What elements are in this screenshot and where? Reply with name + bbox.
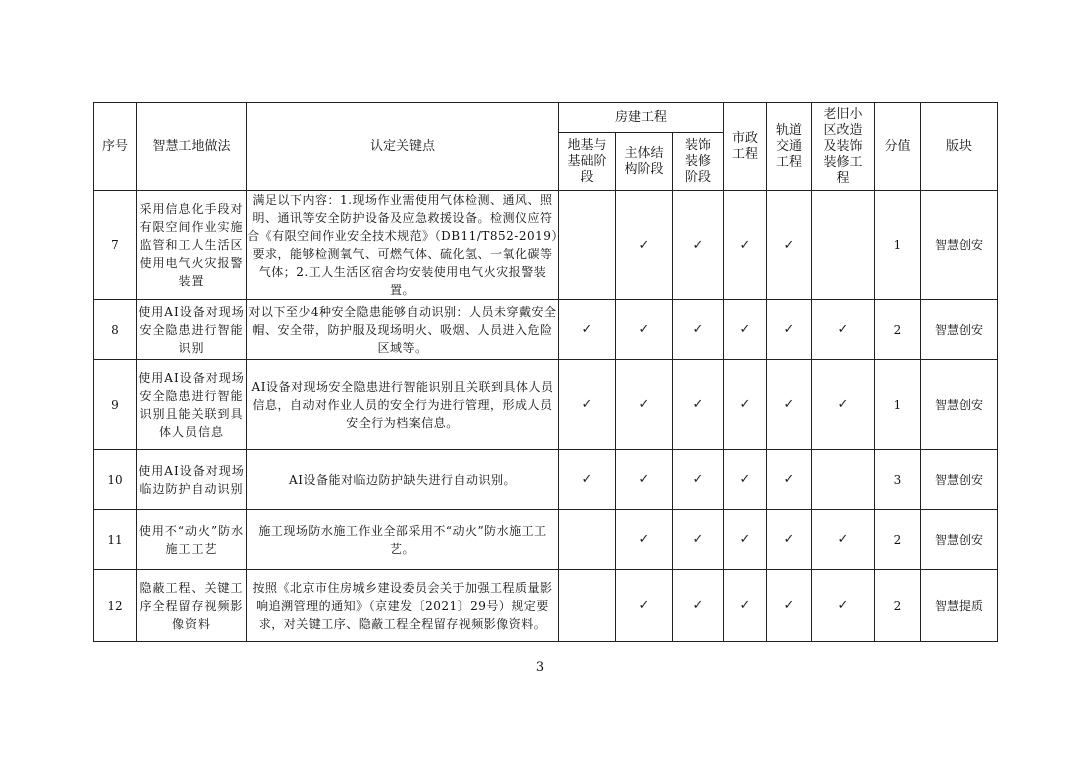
check-cell — [616, 300, 673, 360]
check-cell — [559, 191, 616, 300]
check-cell — [724, 510, 767, 570]
check-cell — [673, 510, 724, 570]
check-cell — [767, 510, 812, 570]
check-mark-icon: ✓ — [739, 397, 751, 412]
table-row — [94, 300, 998, 360]
check-mark-icon: ✓ — [692, 598, 704, 613]
check-cell — [812, 360, 875, 450]
row-score: 2 — [875, 300, 921, 360]
check-mark-icon: ✓ — [638, 322, 650, 337]
row-practice: 隐蔽工程、关键工序全程留存视频影像资料 — [137, 570, 247, 642]
header-house-engineering: 房建工程 — [559, 103, 724, 133]
check-cell — [724, 300, 767, 360]
check-cell — [812, 191, 875, 300]
check-cell — [616, 360, 673, 450]
check-cell — [616, 570, 673, 642]
row-section: 智慧提质 — [921, 570, 998, 642]
check-cell — [616, 510, 673, 570]
check-cell — [724, 360, 767, 450]
check-cell — [767, 191, 812, 300]
row-seq: 12 — [94, 570, 137, 642]
header-renovation: 老旧小区改造及装饰装修工程 — [812, 103, 875, 191]
check-mark-icon: ✓ — [581, 472, 593, 487]
check-mark-icon: ✓ — [783, 237, 795, 253]
check-cell — [812, 570, 875, 642]
header-section: 版块 — [921, 103, 998, 191]
check-cell — [673, 300, 724, 360]
row-seq: 9 — [94, 360, 137, 450]
check-cell — [616, 191, 673, 300]
row-section: 智慧创安 — [921, 450, 998, 510]
row-practice: 使用AI设备对现场安全隐患进行智能识别 — [137, 300, 247, 360]
row-score: 1 — [875, 191, 921, 300]
header-seq: 序号 — [94, 103, 137, 191]
row-practice: 使用不“动火”防水施工工艺 — [137, 510, 247, 570]
row-score: 2 — [875, 510, 921, 570]
check-cell — [673, 570, 724, 642]
table-row — [94, 191, 998, 300]
row-score: 1 — [875, 360, 921, 450]
check-mark-icon: ✓ — [692, 397, 704, 412]
check-mark-icon: ✓ — [837, 598, 849, 613]
check-mark-icon: ✓ — [739, 472, 751, 487]
check-cell — [724, 570, 767, 642]
check-cell — [559, 360, 616, 450]
header-municipal: 市政工程 — [724, 103, 767, 191]
row-section: 智慧创安 — [921, 191, 998, 300]
row-keypoints: AI设备能对临边防护缺失进行自动识别。 — [247, 450, 559, 510]
check-mark-icon: ✓ — [638, 397, 650, 412]
table-row — [94, 450, 998, 510]
check-cell — [559, 570, 616, 642]
row-section: 智慧创安 — [921, 510, 998, 570]
header-score: 分值 — [875, 103, 921, 191]
check-mark-icon: ✓ — [739, 598, 751, 613]
check-mark-icon: ✓ — [783, 472, 795, 487]
table-row — [94, 360, 998, 450]
row-keypoints: AI设备对现场安全隐患进行智能识别且关联到具体人员信息，自动对作业人员的安全行为进行管理，形成人员安全行为档案信息。 — [247, 360, 559, 450]
header-decoration: 装饰装修阶段 — [673, 133, 724, 191]
check-cell — [673, 360, 724, 450]
header-practice: 智慧工地做法 — [137, 103, 247, 191]
check-cell — [616, 450, 673, 510]
table-row — [94, 510, 998, 570]
check-cell — [812, 510, 875, 570]
check-mark-icon: ✓ — [739, 322, 751, 337]
check-cell — [724, 450, 767, 510]
check-mark-icon: ✓ — [638, 472, 650, 487]
row-section: 智慧创安 — [921, 300, 998, 360]
check-mark-icon: ✓ — [581, 322, 593, 337]
row-practice: 采用信息化手段对有限空间作业实施监管和工人生活区使用电气火灾报警装置 — [137, 191, 247, 300]
check-mark-icon: ✓ — [739, 237, 751, 253]
check-mark-icon: ✓ — [837, 532, 849, 547]
page-number: 3 — [535, 660, 545, 675]
row-practice: 使用AI设备对现场临边防护自动识别 — [137, 450, 247, 510]
check-mark-icon: ✓ — [638, 532, 650, 547]
row-section: 智慧创安 — [921, 360, 998, 450]
check-cell — [559, 300, 616, 360]
header-keypoints: 认定关键点 — [247, 103, 559, 191]
check-mark-icon: ✓ — [692, 472, 704, 487]
check-cell — [767, 450, 812, 510]
row-score: 3 — [875, 450, 921, 510]
check-cell — [559, 450, 616, 510]
check-mark-icon: ✓ — [638, 598, 650, 613]
check-mark-icon: ✓ — [783, 598, 795, 613]
check-cell — [673, 191, 724, 300]
check-cell — [673, 450, 724, 510]
header-foundation: 地基与基础阶段 — [559, 133, 616, 191]
header-structure: 主体结构阶段 — [616, 133, 673, 191]
row-seq: 7 — [94, 191, 137, 300]
row-seq: 11 — [94, 510, 137, 570]
check-mark-icon: ✓ — [783, 397, 795, 412]
table-row — [94, 570, 998, 642]
row-seq: 8 — [94, 300, 137, 360]
check-mark-icon: ✓ — [638, 237, 650, 253]
row-keypoints: 满足以下内容：1.现场作业需使用气体检测、通风、照明、通讯等安全防护设备及应急救援设备。检测仪应符合《有限空间作业安全技术规范》（DB11/T852-2019）要求，能够检测氧气、可燃气体、硫化氢、一氧化碳等气体；2.工人生活区宿舍均安装使用电气火灾报警装置。 — [247, 191, 559, 300]
criteria-table — [93, 102, 998, 642]
check-mark-icon: ✓ — [783, 322, 795, 337]
check-mark-icon: ✓ — [783, 532, 795, 547]
header-rail-transit: 轨道交通工程 — [767, 103, 812, 191]
row-keypoints: 对以下至少4种安全隐患能够自动识别：人员未穿戴安全帽、安全带，防护服及现场明火、吸烟、人员进入危险区域等。 — [247, 300, 559, 360]
check-mark-icon: ✓ — [692, 532, 704, 547]
check-mark-icon: ✓ — [837, 397, 849, 412]
check-mark-icon: ✓ — [739, 532, 751, 547]
check-cell — [812, 300, 875, 360]
row-keypoints: 施工现场防水施工作业全部采用不“动火”防水施工工艺。 — [247, 510, 559, 570]
check-mark-icon: ✓ — [692, 322, 704, 337]
row-seq: 10 — [94, 450, 137, 510]
check-mark-icon: ✓ — [581, 397, 593, 412]
check-cell — [559, 510, 616, 570]
check-cell — [767, 570, 812, 642]
check-cell — [767, 360, 812, 450]
check-cell — [724, 191, 767, 300]
check-cell — [812, 450, 875, 510]
row-keypoints: 按照《北京市住房城乡建设委员会关于加强工程质量影响追溯管理的通知》（京建发〔2021〕29号）规定要求，对关键工序、隐蔽工程全程留存视频影像资料。 — [247, 570, 559, 642]
check-mark-icon: ✓ — [837, 322, 849, 337]
check-cell — [767, 300, 812, 360]
row-score: 2 — [875, 570, 921, 642]
row-practice: 使用AI设备对现场安全隐患进行智能识别且能关联到具体人员信息 — [137, 360, 247, 450]
check-mark-icon: ✓ — [692, 237, 704, 253]
